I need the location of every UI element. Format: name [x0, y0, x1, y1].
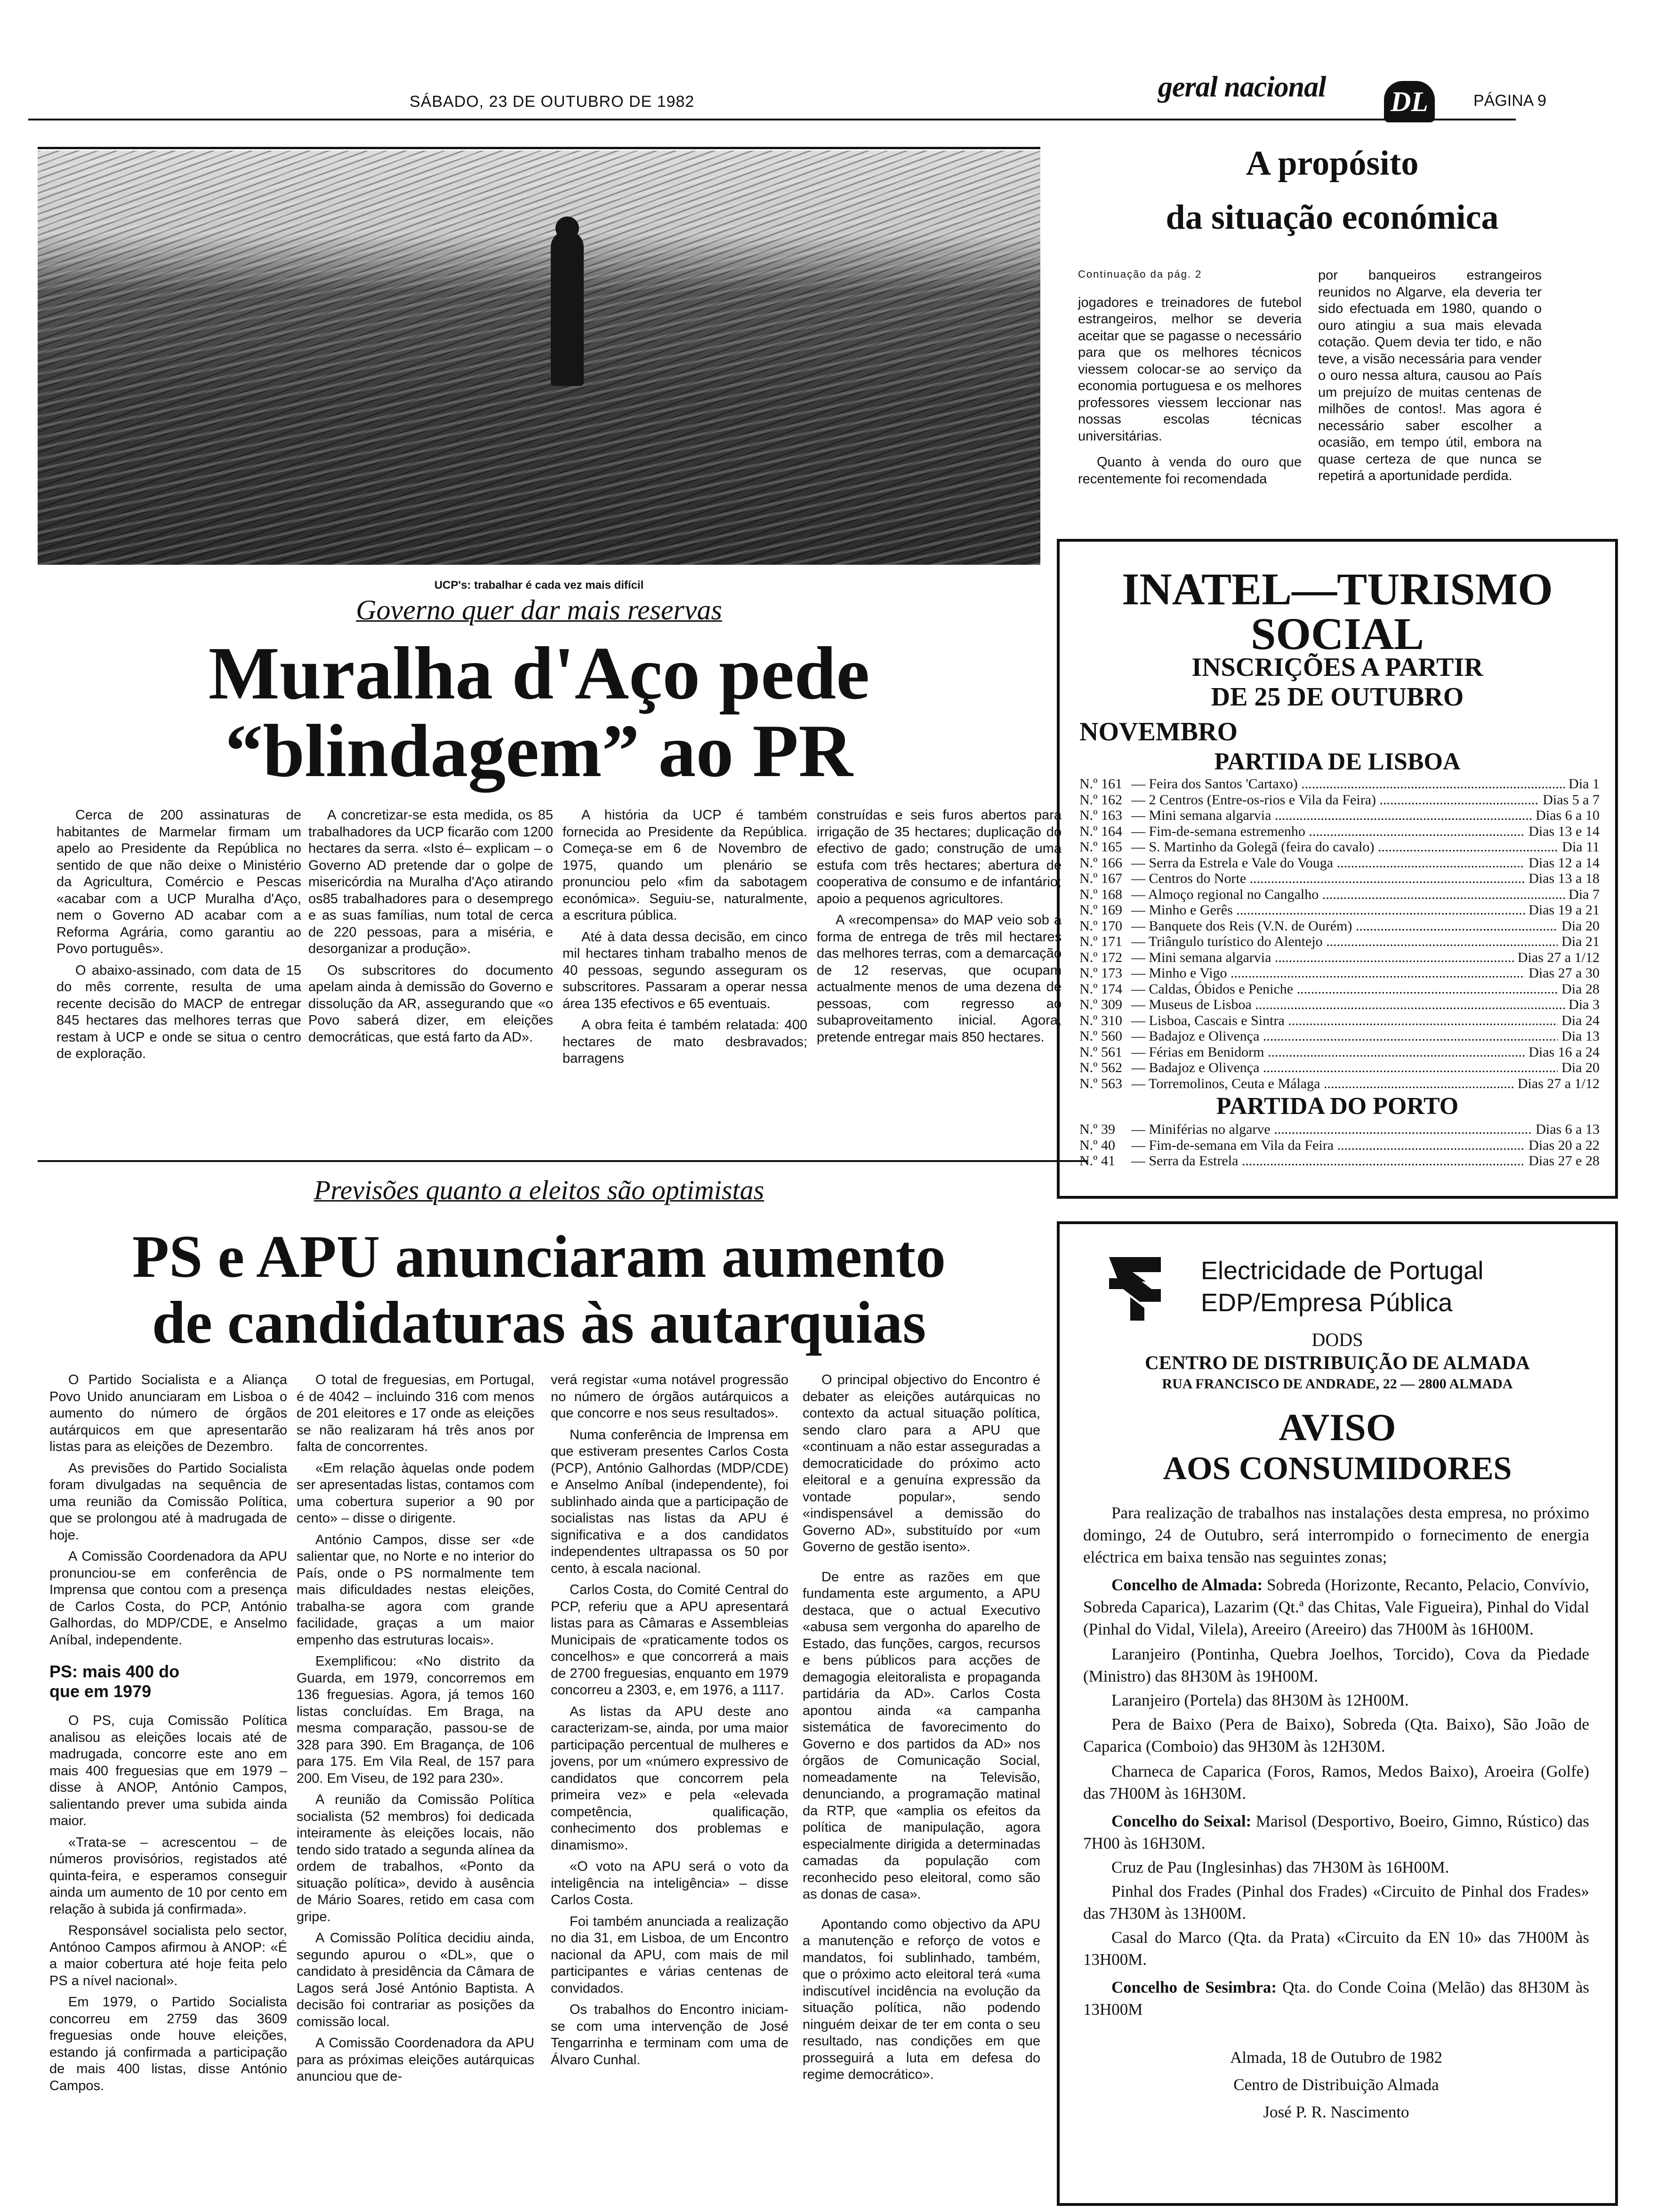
trip-row: N.º 165 — S. Martinho da Golegã (feira do cavalo) ..... Dia 11: [1079, 839, 1600, 855]
economy-column-2: [1318, 267, 1542, 485]
paragraph: «Em relação àquelas onde podem ser apresentadas listas, contamos com uma cobertura superior a 90 por cento» – disse o dirigente.: [297, 1460, 534, 1526]
paragraph: Responsável socialista pelo sector, Antónoo Campos afirmou à ANOP: «É a maior cobertura até hoje feita pelo PS a nível nacional».: [49, 1923, 287, 1988]
paragraph: A obra feita é também relatada: 400 hectares de mato desbravados; barragens: [563, 1018, 807, 1066]
article-kicker: Governo quer dar mais reservas: [356, 594, 722, 625]
notice-body: [1083, 1502, 1589, 2126]
paragraph: O PS, cuja Comissão Política analisou as eleições locais até de madrugada, concorre este ano em mais 400 freguesias que em 1979 – disse à ANOP, António Campos, salientando prever uma subida ainda maior.: [49, 1713, 287, 1828]
seixal-entry: Cruz de Pau (Inglesinhas) das 7H30M às 16H00M.: [1111, 1858, 1449, 1876]
almada-entry: Laranjeiro (Pontinha, Quebra Joelhos, Torcido), Cova da Piedade (Ministro) das 8H30M às 19H00M.: [1083, 1645, 1589, 1685]
paragraph: A Comissão Coordenadora da APU pronunciou-se em conferência de Imprensa que contou com a presença de Carlos Costa, do PCP, António Galhordas, do MDP/CDE, e Anselmo Aníbal, independente.: [49, 1549, 287, 1648]
sesimbra-zone: [1083, 1976, 1589, 2020]
paragraph: por banqueiros estrangeiros reunidos no Algarve, ela deveria ter sido efectuada em 1980, quando o ouro atingiu a sua mais elevada cotação. Quem devia ter tido, e não teve, a visão necessária para vender o ouro nessa altura, causou ao País um prejuízo de muitas centenas de milhões de contos!. Mas agora é necessário saber escolher a ocasião, em tempo útil, embora na quase certeza de que nunca se repetirá a aportunidade perdida.: [1318, 268, 1542, 483]
lisboa-title: PARTIDA DE LISBOA: [1214, 748, 1461, 775]
article-headline-line1: Muralha d'Aço pede: [208, 631, 870, 715]
trip-row: N.º 41 — Serra da Estrela ..... Dias 27 e 28: [1079, 1153, 1600, 1169]
farmer-figure: [551, 231, 584, 386]
paragraph: O total de freguesias, em Portugal, é de 4042 – incluindo 316 com menos de 201 eleitores e 17 onde as eleições se não realizaram há três anos por falta de concorrentes.: [297, 1372, 534, 1454]
paragraph: «Trata-se – acrescentou – de números provisórios, registados até quinta-feira, e esperamos conseguir ainda um aumento de 10 por cento em relação à subida já confirmada».: [49, 1835, 287, 1917]
almada-entry: Charneca de Caparica (Foros, Ramos, Medos Baixo), Aroeira (Golfe) das 7H00M às 16H30M.: [1083, 1762, 1589, 1803]
paragraph: A «recompensa» do MAP veio sob a forma de entrega de três mil hectares das melhores terras, com a demarcação de 12 reservas, que ocupam actualmente menos de uma dezena de pessoas, com regresso ao subaproveitamento inicial. Agora, pretende entregar mais 850 hectares.: [817, 913, 1062, 1045]
paragraph: De entre as razões em que fundamenta este argumento, a APU destaca, que o actual Executivo «abusa sem vergonha do aparelho de Estado, das funções, cargos, recursos e bens públicos para acções de demagogia eleitoralista e propaganda partidária da AD». Carlos Costa apontou ainda «a campanha sistemática de favorecimento do Governo e dos partidos da AD» nos órgãos de Comunicação Social, nomeadamente na Televisão, denunciando, a programação matinal da RTP, que «amplia os efeitos da política de manipulação, agora especialmente dirigida a determinadas camadas da população com reconhecido peso eleitoral, como são as donas de casa».: [803, 1569, 1040, 1902]
photo-caption: UCP's: trabalhar é cada vez mais difícil: [434, 579, 644, 592]
paragraph: Em 1979, o Partido Socialista concorreu em 2759 das 3609 freguesias onde houve eleições, estando já confirmada a participação de mais 400 listas, disse António Campos.: [49, 1995, 287, 2093]
seixal-heading: Concelho do Seixal:: [1111, 1812, 1252, 1830]
paragraph: A Comissão Coordenadora da APU para as próximas eleições autárquicas anunciou que de-: [297, 2036, 534, 2084]
header-date: SÁBADO, 23 DE OUTUBRO DE 1982: [410, 93, 695, 111]
seixal-entry: Marisol (Desportivo, Boeiro, Gimno, Rústico) das 7H00 às 16H30M.: [1083, 1812, 1590, 1852]
notice-title-line2: AOS CONSUMIDORES: [1163, 1451, 1512, 1487]
paragraph: Numa conferência de Imprensa em que estiveram presentes Carlos Costa (PCP), António Galhordas (MDP/CDE) e Anselmo Aníbal (independente), foi sublinhado ainda que a participação de socialistas nas listas da APU é significativa e a dos candidatos independentes ultrapassa os 50 por cento, à escala nacional.: [551, 1427, 788, 1576]
trip-row: N.º 563 — Torremolinos, Ceuta e Málaga ..... Dias 27 a 1/12: [1079, 1076, 1600, 1092]
edp-department: DODS: [1311, 1329, 1363, 1350]
paragraph: Carlos Costa, do Comité Central do PCP, referiu que a APU apresentará listas para as Câmaras e Assembleias Municipais de «praticamente todos os concelhos» e que concorrerá a mais de 2700 freguesias, enquanto em 1979 concorreu a 2303, e, em 1976, a 1117.: [551, 1582, 788, 1698]
article2-subhead: PS: mais 400 do que em 1979: [49, 1662, 180, 1701]
paragraph: Apontando como objectivo da APU a manutenção e reforço de votos e mandatos, foi sublinhado, também, que o próximo acto eleitoral terá «uma indiscutível incidência na evolução da situação política, não podendo ninguém deixar de ter em conta o seu resultado, nas condições em que prosseguirá a luta em defesa do regime democrático».: [803, 1916, 1040, 2082]
trip-row: N.º 168 — Almoço regional no Cangalho ..... Dia 7: [1079, 887, 1600, 903]
sesimbra-entry: Qta. do Conde Coina (Melão) das 8H30M às 13H00M: [1083, 1978, 1590, 2019]
seixal-entry: Pinhal dos Frades (Pinhal dos Frades) «Circuito de Pinhal dos Frades» das 7H30M às 13H00M.: [1083, 1882, 1589, 1923]
inatel-sub-line2: DE 25 DE OUTUBRO: [1211, 682, 1464, 712]
trip-row: N.º 309 — Museus de Lisboa ..... Dia 3: [1079, 997, 1600, 1013]
paragraph: verá registar «uma notável progressão no número de órgãos autárquicos a que concorre e nos seus resultados».: [551, 1372, 788, 1421]
article1-column-2: [308, 807, 553, 1046]
dl-logo-text: DL: [1391, 86, 1428, 117]
field-photo: [38, 151, 1040, 565]
trip-row: N.º 163 — Mini semana algarvia ..... Dias 6 a 10: [1079, 808, 1600, 824]
signature-centre: Centro de Distribuição Almada: [1233, 2076, 1439, 2094]
almada-zone: [1083, 1574, 1589, 1640]
article1-column-3: [563, 807, 807, 1067]
notice-title-line1: AVISO: [1279, 1406, 1396, 1449]
article2-column-1: [49, 1372, 287, 2094]
paragraph: As listas da APU deste ano caracterizam-se, ainda, por uma maior participação percentual de mulheres e jovens, por um «número expressivo de candidatos que concorrem pela primeira vez» e pela «elevada competência, qualificação, conhecimento dos problemas e dinamismo».: [551, 1704, 788, 1853]
trip-row: N.º 171 — Triângulo turístico do Alentejo ..... Dia 21: [1079, 934, 1600, 950]
trip-row: N.º 562 — Badajoz e Olivença ..... Dia 20: [1079, 1060, 1600, 1076]
paragraph: jogadores e treinadores de futebol estrangeiros, melhor se deveria aceitar que se pagasse o necessário para que os melhores técnicos viessem colocar-se ao serviço da economia portuguesa e os melhores professores viessem leccionar nas nossas escolas técnicas universitárias.: [1078, 295, 1302, 444]
inatel-sub-line1: INSCRIÇÕES A PARTIR: [1191, 653, 1483, 682]
trip-row: N.º 40 — Fim-de-semana em Vila da Feira ..... Dias 20 a 22: [1079, 1138, 1600, 1154]
paragraph: António Campos, disse ser «de salientar que, no Norte e no interior do País, onde o PS normalmente tem mais dificuldades nestas eleições, trabalha-se agora com grande facilidade, graças a um maior empenho das estruturas locais».: [297, 1532, 534, 1648]
paragraph: O principal objectivo do Encontro é debater as eleições autárquicas no contexto da actual situação política, sendo claro para a APU que «continuam a não estar asseguradas a democraticidade do próximo acto eleitoral e a genuína expressão da vontade popular», sendo «indispensável a demissão do Governo AD», substituído por «um Governo de gestão isento».: [803, 1372, 1040, 1555]
paragraph: O abaixo-assinado, com data de 15 do mês corrente, resulta de uma recente decisão do MACP de entregar 845 hectares das melhores terras que restam à UCP e onde se situa o centro de exploração.: [56, 962, 301, 1061]
almada-entry: Laranjeiro (Portela) das 8H30M às 12H00M.: [1111, 1691, 1409, 1709]
paragraph: Foi também anunciada a realização no dia 31, em Lisboa, de um Encontro nacional da APU, com mais de mil participantes e várias centenas de convidados.: [551, 1914, 788, 1996]
paragraph: Os subscritores do documento apelam ainda à demissão do Governo e dissolução da AR, assegurando que «o Povo saberá dizer, em eleições democráticas, que está farto da AD».: [308, 962, 553, 1045]
paragraph: Quanto à venda do ouro que recentemente foi recomendada: [1078, 455, 1302, 487]
trip-row: N.º 166 — Serra da Estrela e Vale do Vouga ..... Dias 12 a 14: [1079, 855, 1600, 871]
paragraph: Até à data dessa decisão, em cinco mil hectares tinham trabalho menos de 40 pessoas, segundo asseguram os subscritores. Passaram a operar nessa área 135 efectivos e 65 eventuais.: [563, 929, 807, 1011]
article1-column-1: [56, 807, 301, 1063]
almada-entry: Sobreda (Horizonte, Recanto, Pelacio, Convívio, Sobreda Caparica), Lazarim (Qt.ª das Chitas, Vale Figueira), Pinhal do Vidal (Pinhal do Vidal, Vilela), Areeiro (Areeiro) das 7H00M às 16H00M.: [1083, 1576, 1590, 1638]
inatel-ad: [1057, 539, 1618, 1199]
trip-row: N.º 172 — Mini semana algarvia ..... Dias 27 a 1/12: [1079, 950, 1600, 966]
signature-date: Almada, 18 de Outubro de 1982: [1230, 2048, 1443, 2067]
edp-centre: CENTRO DE DISTRIBUIÇÃO DE ALMADA: [1145, 1352, 1530, 1373]
article2-kicker: Previsões quanto a eleitos são optimistas: [314, 1175, 764, 1205]
farmer-head: [555, 216, 579, 240]
inatel-month: NOVEMBRO: [1079, 717, 1238, 746]
page-number: PÁGINA 9: [1473, 92, 1546, 110]
paragraph: Os trabalhos do Encontro iniciam-se com uma intervenção de José Tengarrinha e terminam com uma de Álvaro Cunhal.: [551, 2002, 788, 2068]
edp-company-type: EDP/Empresa Pública: [1201, 1289, 1453, 1317]
trip-row: N.º 170 — Banquete dos Reis (V.N. de Ourém) ..... Dia 20: [1079, 918, 1600, 934]
article2-headline-line1: PS e APU anunciaram aumento: [132, 1223, 946, 1290]
paragraph: A Comissão Política decidiu ainda, segundo apurou o «DL», que o candidato à presidência da Câmara de Lagos será José António Baptista. A decisão foi contrariar as posições da comissão local.: [297, 1931, 534, 2029]
inatel-title-line1: INATEL—TURISMO: [1122, 564, 1553, 614]
economy-title-line1: A propósito: [1246, 144, 1419, 183]
almada-heading: Concelho de Almada:: [1111, 1576, 1263, 1594]
article2-column-3: [551, 1372, 788, 2068]
trip-row: N.º 161 — Feira dos Santos 'Cartaxo) ..... Dia 1: [1079, 776, 1600, 792]
edp-notice: [1057, 1221, 1618, 2206]
paragraph: O Partido Socialista e a Aliança Povo Unido anunciaram em Lisboa o aumento do número de órgãos autárquicos em que apresentarão listas para as eleições de Dezembro.: [49, 1372, 287, 1454]
trip-row: N.º 164 — Fim-de-semana estremenho ..... Dias 13 e 14: [1079, 824, 1600, 840]
lisboa-trip-list: [1079, 776, 1600, 1091]
economy-title-line2: da situação económica: [1166, 198, 1499, 237]
article2-headline-line2: de candidaturas às autarquias: [152, 1289, 926, 1356]
dl-logo: [1384, 81, 1435, 122]
trip-row: N.º 173 — Minho e Vigo ..... Dias 27 a 30: [1079, 965, 1600, 981]
trip-row: N.º 310 — Lisboa, Cascais e Sintra ..... Dia 24: [1079, 1013, 1600, 1029]
trip-row: N.º 174 — Caldas, Óbidos e Peniche ..... Dia 28: [1079, 981, 1600, 997]
signature-name: José P. R. Nascimento: [1263, 2103, 1409, 2121]
inatel-title-line2: SOCIAL: [1250, 609, 1424, 659]
article2-column-2: [297, 1372, 534, 2085]
trip-row: N.º 561 — Férias em Benidorm ..... Dias 16 a 24: [1079, 1044, 1600, 1060]
edp-logo-icon: [1104, 1252, 1166, 1323]
trip-row: N.º 167 — Centros do Norte ..... Dias 13 a 18: [1079, 871, 1600, 887]
porto-title: PARTIDA DO PORTO: [1216, 1093, 1459, 1120]
trip-row: N.º 560 — Badajoz e Olivença ..... Dia 13: [1079, 1028, 1600, 1044]
paragraph: A história da UCP é também fornecida ao Presidente da República. Começa-se em 6 de Novembro de 1975, quando um plenário se pronunciou pelo «fim da sabotagem económica». Seguiu-se, naturalmente, a escritura pública.: [563, 808, 807, 923]
paragraph: As previsões do Partido Socialista foram divulgadas na sequência de uma reunião da Comissão Política, que se prolongou até à madrugada de hoje.: [49, 1460, 287, 1543]
paragraph: Exemplificou: «No distrito da Guarda, em 1979, concorremos em 136 freguesias. Agora, já temos 160 listas concluídas. Em Braga, na mesma comparação, passou-se de 328 para 390. Em Bragança, de 106 para 175. Em Vila Real, de 157 para 200. Em Viseu, de 192 para 230».: [297, 1654, 534, 1786]
seixal-entry: Casal do Marco (Qta. da Prata) «Circuito da EN 10» das 7H00M às 13H00M.: [1083, 1928, 1589, 1969]
paragraph: A reunião da Comissão Política socialista (52 membros) foi dedicada inteiramente às eleições locais, não tendo sido tratado a segunda alínea da ordem de trabalhos, «Ponto da situação política», devido à ausência de Mário Soares, retido em casa com gripe.: [297, 1792, 534, 1924]
section-title: geral nacional: [1158, 71, 1326, 103]
trip-row: N.º 169 — Minho e Gerês ..... Dias 19 a 21: [1079, 902, 1600, 918]
trip-row: N.º 162 — 2 Centros (Entre-os-rios e Vila da Feira) ..... Dias 5 a 7: [1079, 792, 1600, 808]
header-rule: [28, 119, 1516, 120]
paragraph: «O voto na APU será o voto da inteligência na inteligência» – disse Carlos Costa.: [551, 1859, 788, 1907]
almada-entry: Pera de Baixo (Pera de Baixo), Sobreda (Qta. Baixo), São João de Caparica (Comboio) das 9H30M às 12H30M.: [1083, 1715, 1589, 1755]
article1-column-4: [817, 807, 1062, 1046]
paragraph: construídas e seis furos abertos para irrigação de 35 hectares; duplicação do efectivo de gado; construção de uma estufa com três hectares; abertura de cooperativa de consumo e de infantário; apoio a pequenos agricultores.: [817, 808, 1062, 906]
notice-signature: [1083, 2044, 1589, 2126]
continuation-note: Continuação da pág. 2: [1078, 268, 1202, 280]
edp-company-name: Electricidade de Portugal: [1201, 1257, 1484, 1285]
porto-trip-list: [1079, 1122, 1600, 1169]
edp-address: RUA FRANCISCO DE ANDRADE, 22 — 2800 ALMADA: [1162, 1376, 1513, 1392]
article-headline-line2: “blindagem” ao PR: [225, 709, 853, 793]
photo-top-rule: [38, 147, 1040, 149]
article2-column-4: [803, 1372, 1040, 2084]
article1-bottom-rule: [38, 1160, 1087, 1162]
seixal-zone: [1083, 1810, 1589, 1854]
notice-intro: Para realização de trabalhos nas instalações desta empresa, no próximo domingo, 24 de Outubro, será interrompido o fornecimento de energia eléctrica em baixa tensão nas seguintes zonas;: [1083, 1504, 1589, 1566]
paragraph: Cerca de 200 assinaturas de habitantes de Marmelar firmam um apelo ao Presidente da República no sentido de que não deixe o Ministério da Agricultura, Comércio e Pescas «acabar com a UCP Muralha d'Aço, nem o Governo AD acabar com a Reforma Agrária, como garantiu ao Povo português».: [56, 808, 301, 956]
trip-row: N.º 39 — Miniférias no algarve ..... Dias 6 a 13: [1079, 1122, 1600, 1138]
sesimbra-heading: Concelho de Sesimbra:: [1111, 1978, 1277, 1996]
paragraph: A concretizar-se esta medida, os 85 trabalhadores da UCP ficarão com 1200 hectares da serra. «Isto é– explicam – o Governo AD pretende dar o golpe de misericórdia na Muralha d'Aço atirando os85 trabalhadores para o desemprego e as suas famílias, num total de cerca de 220 pessoas, para a miséria, e desorganizar a produção».: [308, 808, 553, 956]
economy-column-1: [1078, 266, 1302, 488]
